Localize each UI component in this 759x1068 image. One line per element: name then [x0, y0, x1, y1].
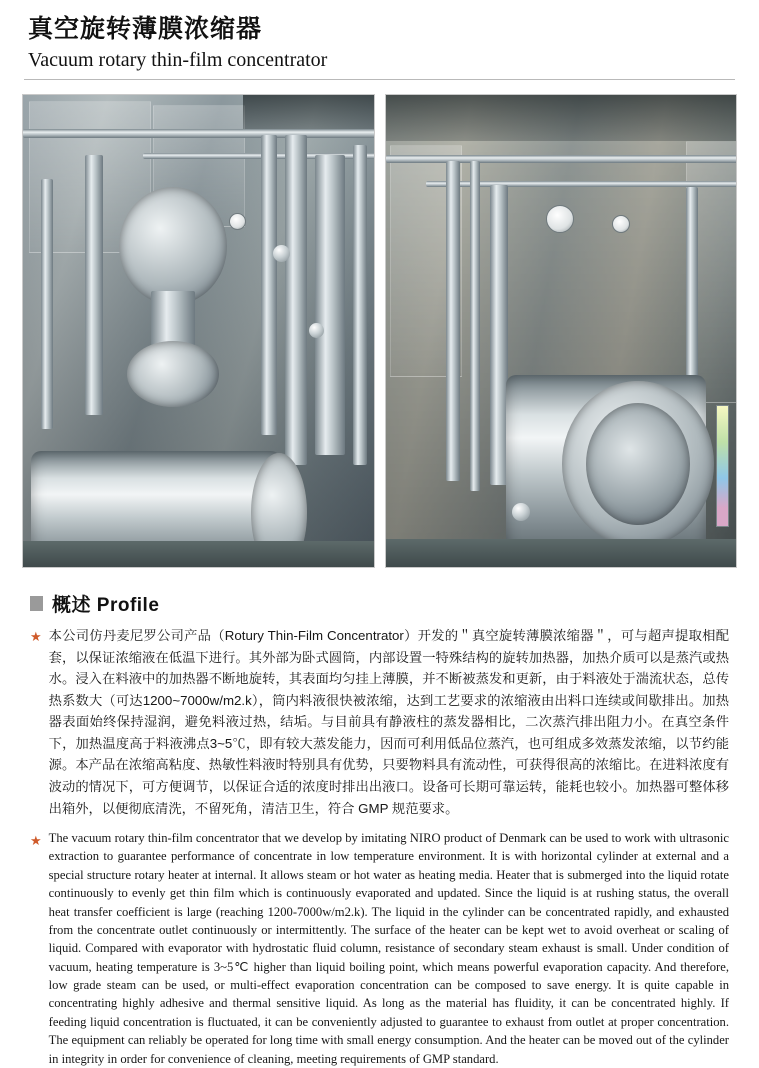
photo-left — [22, 94, 375, 568]
valve-handle — [512, 503, 530, 521]
vessel-dome — [119, 187, 227, 305]
star-bullet-icon: ★ — [30, 833, 42, 849]
section-heading — [30, 590, 737, 617]
pressure-gauge — [229, 213, 246, 230]
ceiling-shadow — [386, 95, 738, 141]
sight-glass — [716, 405, 729, 527]
section-title: 概述 Profile — [52, 595, 160, 617]
document-header — [22, 0, 737, 80]
drum-manhole — [586, 403, 690, 525]
overhead-pipe — [386, 155, 738, 163]
vertical-pipe — [41, 179, 53, 429]
photo-row — [22, 94, 737, 568]
floor — [386, 539, 737, 567]
vertical-pipe — [285, 135, 307, 465]
floor — [23, 541, 374, 567]
pressure-gauge — [546, 205, 574, 233]
star-bullet-icon: ★ — [30, 629, 42, 645]
vessel-elbow — [127, 341, 219, 407]
overhead-pipe — [23, 129, 375, 138]
paragraph-english-block — [30, 829, 729, 1068]
vertical-pipe — [353, 145, 367, 465]
vertical-pipe — [490, 185, 508, 485]
vertical-pipe — [85, 155, 103, 415]
vertical-pipe — [446, 161, 460, 481]
page-title-english: Vacuum rotary thin-film concentrator — [28, 49, 328, 72]
vertical-column — [315, 155, 345, 455]
pressure-gauge — [612, 215, 630, 233]
vertical-pipe — [470, 161, 480, 491]
section-marker-icon — [30, 596, 43, 611]
paragraph-chinese-block — [30, 625, 729, 819]
vertical-pipe — [261, 135, 277, 435]
page-title-chinese: 真空旋转薄膜浓缩器 — [28, 15, 263, 43]
photo-right — [385, 94, 738, 568]
paragraph-chinese: 本公司仿丹麦尼罗公司产品（Rotury Thin-Film Concentrator）开发的＂真空旋转薄膜浓缩器＂，可与超声提取相配套，以保证浓缩液在低温下进行。其外部为卧式圆筒，内部设置一特殊结构的旋转加热器，加热介质可以是蒸汽或热水。浸入在料液中的加热器不断地旋转，其表面均匀挂上薄膜，并不断被蒸发和更新，由于料液处于湍流状态，总传热系数大（可达1200~7000w/m2.k），筒内料液很快被浓缩，达到工艺要求的浓缩液由出料口连续或间歇排出。加热器表面始终保持湿润，避免料液过热，结垢。与目前具有静液柱的蒸发器相比，二次蒸汽排出阻力小。在真空条件下，加热温度高于料液沸点3~5℃，即有较大蒸发能力，因而可利用低品位蒸汽，也可组成多效蒸发浓缩，以节约能源。本产品在浓缩高粘度、热敏性料液时特别具有优势，只要物料具有流动性，可获得很高的浓缩比。在进料浓度有波动的情况下，可方便调节，以保证合适的浓度时排出出液口。设备可长期可靠运转，能耗也较小。加热器可整体移出箱外，以便彻底清洗，不留死角，清洁卫生，符合 GMP 规范要求。 — [48, 628, 729, 816]
header-divider — [24, 79, 735, 80]
paragraph-english: The vacuum rotary thin-film concentrator that we develop by imitating NIRO product of Denmark can be used to work with ultrasonic extraction to guarantee performance of concentrate in low temperature environment. It is with horizontal cylinder at external and a special structure rotary heater at internal. It allows steam or hot water as heating media. Heater that is submerged into the liquid rotate continuously to evenly get thin film which is continuously evaporated and updated. Since the liquid is at rushing status, the overall heat transfer coefficient is large (reaching 1200-7000w/m2.k). The liquid in the cylinder can be concentrated rapidly, and exhausted from the concentrate outlet continuously or intermittently. The surface of the heater can be kept wet to avoid overheat or scaling of liquid. Compared with evaporator with hydrostatic fluid column, resistance of secondary steam exhaust is small. Under condition of vacuum, heating temperature is 3~5℃ higher than liquid boiling point, which means powerful evaporation capacity. And therefore, low grade steam can be used, or multi-effect evaporation concentration can be composed to save energy. It is quite capable in concentrating highly adhesive and thermal sensitive liquid. As long as the material has fluidity, it can be concentrated highly. If feeding liquid concentration is fluctuated, it can be conveniently adjusted to guarantee to exhaust from outlet at proper concentration. The equipment can reliably be operated for long time with small energy consumption. And the heater can be moved out of the cylinder in integrity in order for convenience of cleaning, meeting requirements of GMP standard. — [48, 831, 729, 1066]
